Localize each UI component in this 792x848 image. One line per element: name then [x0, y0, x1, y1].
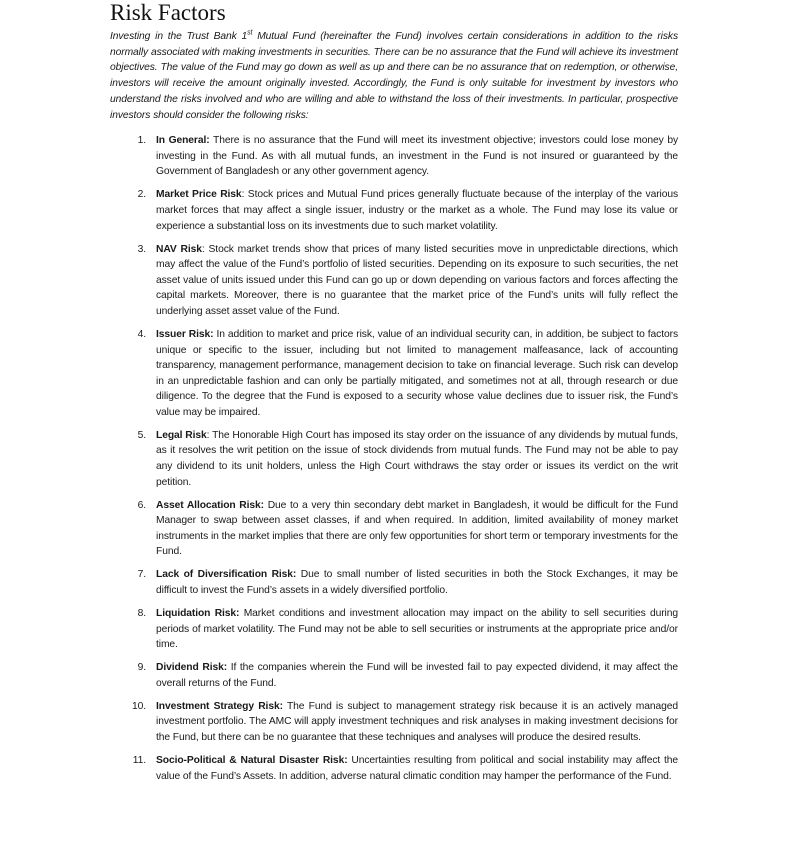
risk-number: 8.	[137, 607, 146, 619]
risk-text: Due to small number of listed securities in both the Stock Exchanges, it may be difficult to invest the Fund’s assets in a widely diversified portfolio.	[156, 569, 678, 596]
risk-number: 4.	[137, 328, 146, 340]
risk-title: NAV Risk	[156, 243, 202, 255]
risk-text: In addition to market and price risk, value of an individual security can, in addition, be subject to factors unique or specific to the issuer, including but not limited to management malfeasance, lack of accounting transparency, management performance, management decision to take on financial leverage. Such risk can develop in an unpredictable fashion and can only be partially mitigated, and sometimes not at all, through research or due diligence. To the degree that the Fund is exposed to a security whose value declines due to issuer risk, the Fund’s value may be impaired.	[156, 328, 678, 418]
risk-item	[110, 753, 678, 784]
risk-item	[110, 498, 678, 560]
risk-title: Lack of Diversification Risk:	[156, 569, 297, 581]
risk-title: Socio-Political & Natural Disaster Risk:	[156, 754, 348, 766]
risk-text: : The Honorable High Court has imposed its stay order on the issuance of any dividends by mutual funds, as it resolves the writ petition on the issue of stock dividends from mutual funds. The Fund may not be able to pay any dividend to its unit holders, unless the High Court withdraws the stay order or issues its verdict on the writ petition.	[156, 429, 679, 488]
risk-item	[110, 699, 678, 746]
risk-number: 2.	[137, 189, 146, 201]
risk-title: Issuer Risk:	[156, 328, 214, 340]
risk-number: 10.	[131, 700, 146, 712]
risk-item	[110, 327, 678, 421]
risk-number: 6.	[137, 499, 146, 511]
document-page	[110, 0, 678, 791]
risk-item	[110, 187, 678, 234]
risk-text: The Fund is subject to management strategy risk because it is an actively managed investment portfolio. The AMC will apply investment techniques and risk analyses in making investment decisions for the Fund, but there can be no guarantee that these techniques and analyses will produce the desired results.	[156, 700, 678, 743]
page-title: Risk Factors	[110, 0, 226, 25]
risk-text: Market conditions and investment allocation may impact on the ability to sell securities during periods of market volatility. The Fund may not be able to sell securities or instruments at the appropriate price and/or time.	[156, 607, 678, 651]
risk-number: 1.	[137, 135, 146, 147]
risk-text: If the companies wherein the Fund will be invested fail to pay expected dividend, it may affect the overall returns of the Fund.	[156, 662, 678, 689]
risk-title: Liquidation Risk:	[156, 607, 240, 619]
intro-text-rest: Mutual Fund (hereinafter the Fund) involves certain considerations in addition to the risks normally associated with making investments in securities. There can be no assurance that the Fund will achieve its investment objectives. The value of the Fund may go down as well as up and there can be no assurance that on redemption, or otherwise, investors will receive the amount originally invested. Accordingly, the Fund is only suitable for investment by investors who understand the risks involved and who are willing and able to withstand the loss of their investments. In particular, prospective investors should consider the following risks:	[110, 31, 678, 121]
risk-item	[110, 133, 678, 180]
intro-text-start: Investing in the Trust Bank 1	[110, 31, 248, 42]
risk-list	[110, 133, 678, 784]
risk-text: : Stock prices and Mutual Fund prices generally fluctuate because of the interplay of the various market forces that may affect a single issuer, industry or the market as a whole. The Fund may lose its value or experience a substantial loss on its investments due to such market volatility.	[156, 189, 679, 232]
risk-number: 5.	[137, 429, 146, 441]
risk-number: 9.	[137, 662, 146, 674]
ordinal-suffix: st	[247, 29, 253, 37]
risk-number: 7.	[137, 569, 146, 581]
risk-title: Dividend Risk:	[156, 662, 228, 674]
risk-text: Due to a very thin secondary debt market in Bangladesh, it would be difficult for the Fund Manager to swap between asset classes, if and when required. In addition, limited availability of money market instruments in the market implies that there are only few opportunities for short term or temporary investments for the Fund.	[156, 499, 678, 558]
risk-item	[110, 606, 678, 653]
risk-number: 3.	[137, 243, 146, 255]
risk-text: : Stock market trends show that prices of many listed securities move in unpredictable directions, which may affect the value of the Fund’s portfolio of listed securities. Depending on its exposure to such securities, the net asset value of units issued under this Fund can go up or down depending on various factors and forces affecting the capital markets. Moreover, there is no guarantee that the market price of the Fund’s units will fully reflect the underlying asset asset value of the Fund.	[156, 243, 678, 317]
intro-paragraph	[110, 29, 678, 123]
risk-text: There is no assurance that the Fund will meet its investment objective; investors could lose money by investing in the Fund. As with all mutual funds, an investment in the Fund is not insured or guaranteed by the Government of Bangladesh or any other government agency.	[156, 135, 679, 178]
risk-title: In General:	[156, 135, 210, 147]
risk-number: 11.	[132, 754, 146, 766]
risk-item	[110, 660, 678, 691]
risk-title: Investment Strategy Risk:	[156, 700, 283, 712]
risk-item	[110, 567, 678, 598]
risk-item	[110, 242, 678, 320]
risk-title: Asset Allocation Risk:	[156, 499, 264, 511]
risk-title: Market Price Risk	[156, 189, 242, 201]
risk-title: Legal Risk	[156, 429, 207, 441]
risk-item	[110, 428, 678, 490]
risk-text: Uncertainties resulting from political and social instability may affect the value of the Fund’s Assets. In addition, adverse natural climatic condition may hamper the performance of the Fund.	[156, 754, 678, 782]
